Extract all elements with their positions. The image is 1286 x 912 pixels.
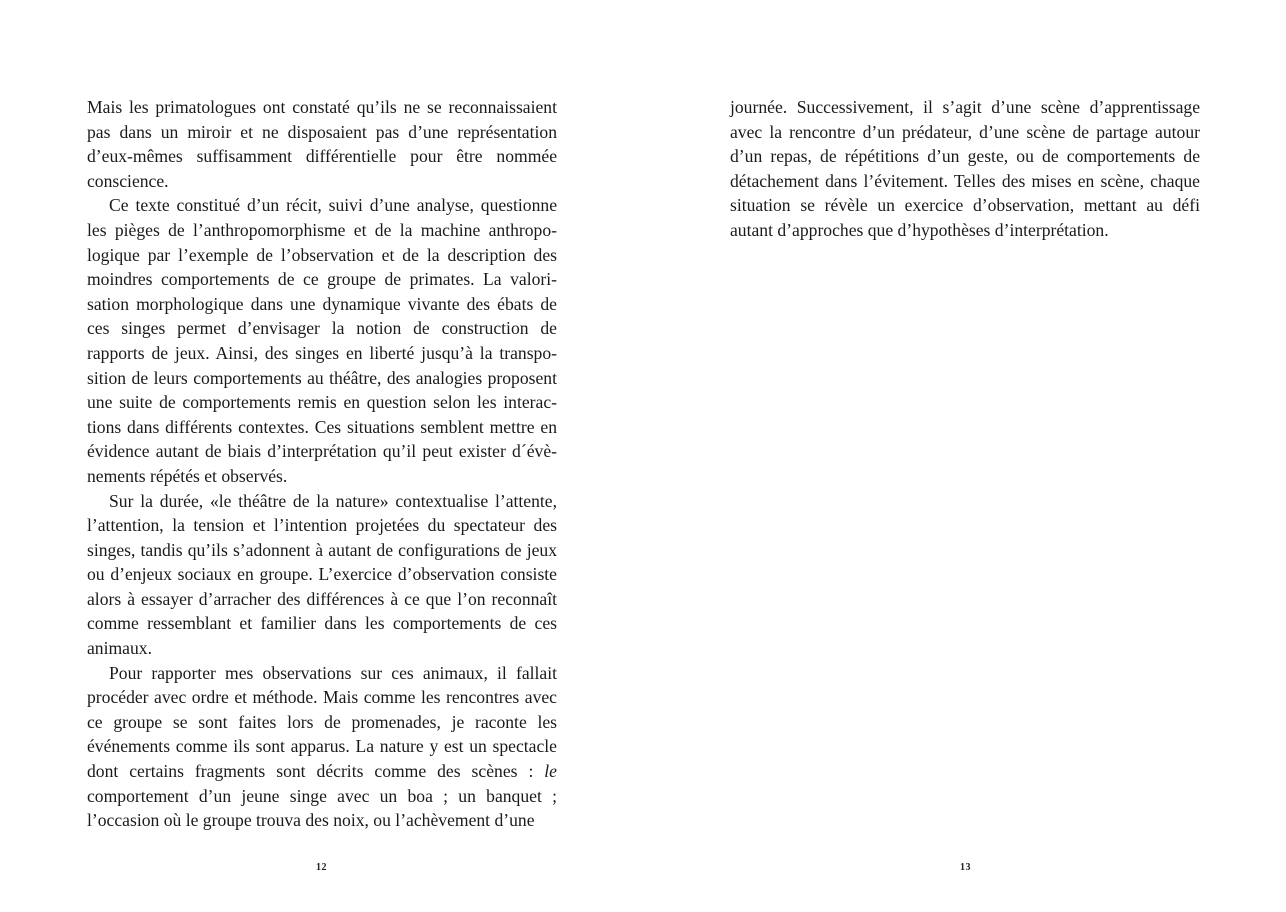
- left-page-text: [87, 95, 557, 833]
- paragraph-4: [87, 661, 557, 833]
- paragraph-4-end: comportement d’un jeune singe avec un boa ; un banquet ; l’occasion où le groupe trouva des noix, ou l’achèvement d’une: [87, 785, 557, 831]
- page-number-right: 13: [960, 862, 971, 873]
- right-page-text: [730, 95, 1200, 243]
- paragraph-continued: journée. Successivement, il s’agit d’une scène d’apprentissage avec la rencontre d’un prédateur, d’une scène de partage autour d’un repas, de répétitions d’un geste, ou de comportements de détachement dans l’évitement. Telles des mises en scène, chaque situation se révèle un exercice d’observation, mettant au défi autant d’approches que d’hypothèses d’interprétation.: [730, 97, 1200, 240]
- paragraph-1: Mais les primatologues ont constaté qu’ils ne se reconnaissaient pas dans un miroir et ne disposaient pas d’une représentation d’eux-mêmes suffisamment différentielle pour être nommée conscience.: [87, 97, 557, 191]
- right-page: [643, 0, 1286, 912]
- paragraph-2: Ce texte constitué d’un récit, suivi d’une analyse, questionne les pièges de l’anthropomorphisme et de la machine anthropologique par l’exemple de l’observation et de la description des moindres comportements de ce groupe de primates. La valorisation morphologique dans une dynamique vivante des ébats de ces singes permet d’envisager la notion de construction de rapports de jeux. Ainsi, des singes en liberté jusqu’à la transposition de leurs comportements au théâtre, des analogies proposent une suite de comportements remis en question selon les interactions dans différents contextes. Ces situations semblent mettre en évidence autant de biais d’interprétation qu’il peut exister d´évènements répétés et observés.: [87, 195, 557, 486]
- paragraph-4-start: Pour rapporter mes observations sur ces animaux, il fallait procéder avec ordre et méthode. Mais comme les rencontres avec ce groupe se sont faites lors de promenades, je raconte les événements comme ils sont apparus. La nature y est un spectacle dont certains fragments sont décrits comme des scènes :: [87, 662, 557, 782]
- paragraph-4-italic: le: [544, 761, 557, 782]
- page-number-left: 12: [316, 862, 327, 873]
- paragraph-3: Sur la durée, «le théâtre de la nature» contextualise l’attente, l’attention, la tension et l’intention projetées du spectateur des singes, tandis qu’ils s’adonnent à autant de configurations de jeux ou d’enjeux sociaux en groupe. L’exercice d’observation consiste alors à essayer d’arracher des différences à ce que l’on reconnaît comme ressemblant et familier dans les comportements de ces animaux.: [87, 490, 557, 659]
